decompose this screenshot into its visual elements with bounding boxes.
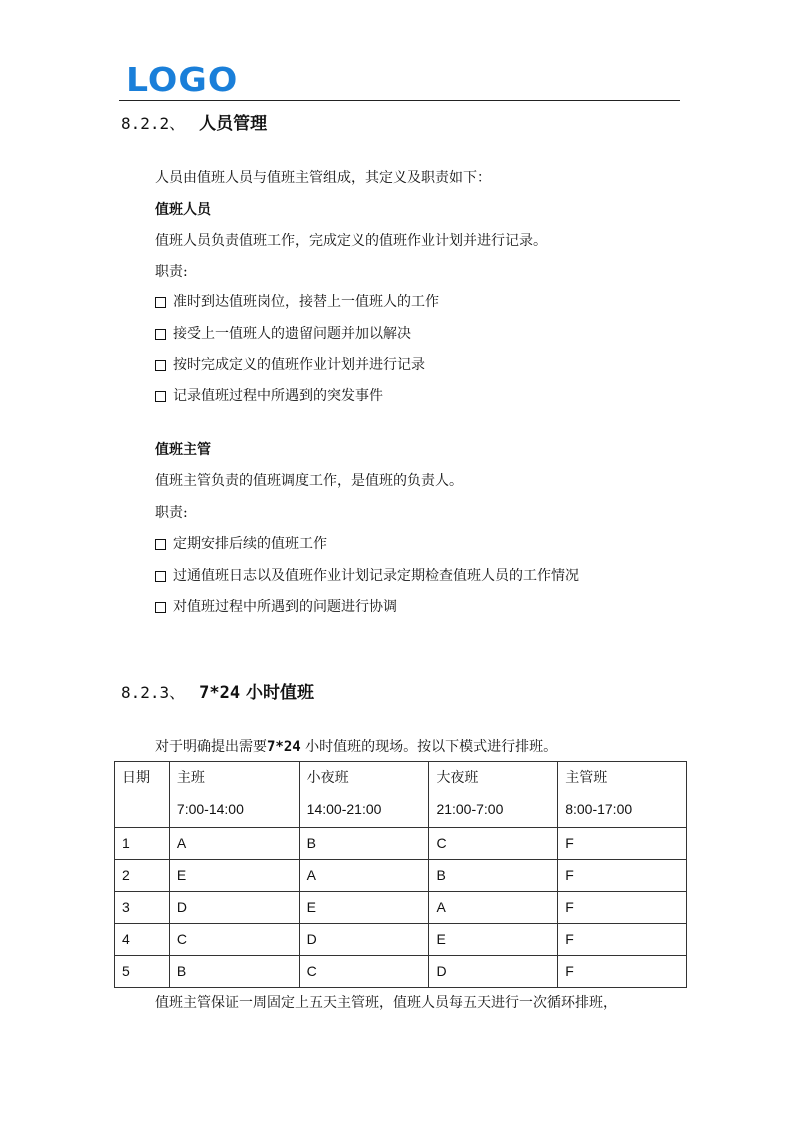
- table-cell: E: [299, 892, 429, 924]
- table-cell: B: [299, 828, 429, 860]
- intro-text: 小时值班的现场。按以下模式进行排班。: [305, 739, 558, 755]
- table-cell: B: [429, 860, 558, 892]
- company-logo: LOGO: [126, 60, 239, 99]
- list-item: [155, 292, 439, 312]
- header-time: 21:00-7:00: [436, 801, 504, 817]
- header-name: 主管班: [565, 770, 608, 786]
- header-cell: [115, 762, 170, 828]
- staff-duty-label: 职责:: [155, 264, 188, 280]
- header-name: 日期: [122, 770, 150, 786]
- table-cell: E: [169, 860, 299, 892]
- checkbox-bullet-icon: [155, 329, 166, 340]
- table-cell: 4: [115, 924, 170, 956]
- header-cell: [169, 762, 299, 828]
- table-cell: D: [169, 892, 299, 924]
- list-item-text: 接受上一值班人的遗留问题并加以解决: [173, 326, 411, 342]
- supervisor-title: 值班主管: [155, 442, 211, 458]
- staff-title: 值班人员: [155, 202, 211, 218]
- section-number: 8.2.3、: [121, 683, 186, 702]
- table-cell: 3: [115, 892, 170, 924]
- schedule-intro: [155, 737, 557, 757]
- header-time: 14:00-21:00: [306, 801, 382, 817]
- table-row: [115, 828, 687, 860]
- intro-number: 7*24: [267, 739, 301, 755]
- table-row: [115, 860, 687, 892]
- table-cell: C: [169, 924, 299, 956]
- checkbox-bullet-icon: [155, 391, 166, 402]
- supervisor-description: 值班主管负责的值班调度工作，是值班的负责人。: [155, 473, 463, 489]
- list-item-text: 准时到达值班岗位，接替上一值班人的工作: [173, 294, 439, 310]
- section-heading-24h-duty: [121, 681, 314, 705]
- table-cell: C: [299, 956, 429, 988]
- table-cell: A: [169, 828, 299, 860]
- header-name: 主班: [176, 770, 205, 786]
- list-item: [155, 386, 383, 406]
- header-cell: [558, 762, 687, 828]
- list-item-text: 记录值班过程中所遇到的突发事件: [173, 388, 383, 404]
- staff-description: 值班人员负责值班工作，完成定义的值班作业计划并进行记录。: [155, 233, 547, 249]
- list-item-text: 过通值班日志以及值班作业计划记录定期检查值班人员的工作情况: [173, 568, 579, 584]
- table-cell: F: [558, 924, 687, 956]
- table-cell: C: [429, 828, 558, 860]
- list-item: [155, 324, 411, 344]
- header-cell: [429, 762, 558, 828]
- list-item-text: 对值班过程中所遇到的问题进行协调: [173, 599, 397, 615]
- shift-schedule-table: [114, 761, 687, 988]
- table-cell: A: [299, 860, 429, 892]
- table-cell: F: [558, 860, 687, 892]
- section-title: 人员管理: [199, 114, 268, 134]
- table-cell: D: [299, 924, 429, 956]
- header-rule: [119, 100, 680, 101]
- section-title: 小时值班: [246, 683, 315, 703]
- table-cell: F: [558, 828, 687, 860]
- checkbox-bullet-icon: [155, 297, 166, 308]
- table-cell: D: [429, 956, 558, 988]
- table-cell: A: [429, 892, 558, 924]
- table-cell: E: [429, 924, 558, 956]
- schedule-footer-text: 值班主管保证一周固定上五天主管班，值班人员每五天进行一次循环排班，: [155, 995, 617, 1011]
- header-name: 小夜班: [306, 770, 349, 786]
- table-cell: 1: [115, 828, 170, 860]
- table-row: [115, 892, 687, 924]
- list-item: [155, 566, 579, 586]
- table-cell: 5: [115, 956, 170, 988]
- list-item: [155, 597, 397, 617]
- table-cell: 2: [115, 860, 170, 892]
- supervisor-duty-label: 职责:: [155, 505, 188, 521]
- list-item: [155, 355, 425, 375]
- list-item: [155, 534, 327, 554]
- section-heading-personnel: [121, 112, 267, 136]
- table-row: [115, 956, 687, 988]
- section-title-number: 7*24: [199, 683, 241, 703]
- header-time: 8:00-17:00: [565, 801, 633, 817]
- intro-text: 对于明确提出需要: [155, 739, 267, 755]
- checkbox-bullet-icon: [155, 602, 166, 613]
- checkbox-bullet-icon: [155, 539, 166, 550]
- header-name: 大夜班: [436, 770, 479, 786]
- section-number: 8.2.2、: [121, 114, 186, 133]
- list-item-text: 按时完成定义的值班作业计划并进行记录: [173, 357, 425, 373]
- header-cell: [299, 762, 429, 828]
- checkbox-bullet-icon: [155, 571, 166, 582]
- table-cell: B: [169, 956, 299, 988]
- list-item-text: 定期安排后续的值班工作: [173, 536, 327, 552]
- personnel-intro: 人员由值班人员与值班主管组成，其定义及职责如下：: [155, 170, 491, 186]
- table-cell: F: [558, 892, 687, 924]
- table-cell: F: [558, 956, 687, 988]
- table-row: [115, 924, 687, 956]
- checkbox-bullet-icon: [155, 360, 166, 371]
- header-time: 7:00-14:00: [176, 801, 244, 817]
- table-header-row: [115, 762, 687, 828]
